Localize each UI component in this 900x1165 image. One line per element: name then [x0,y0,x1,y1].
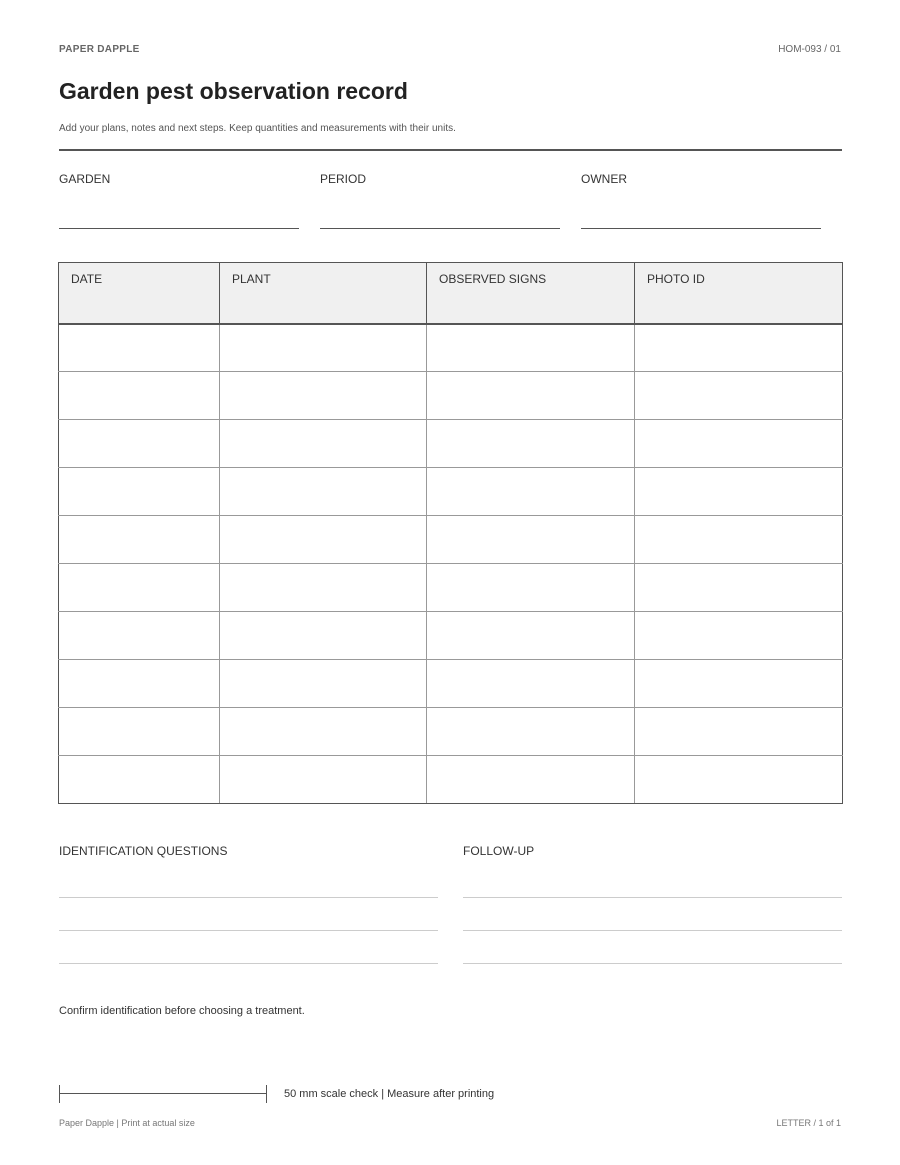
table-cell-date[interactable] [59,756,220,804]
table-header-row [59,263,843,324]
identification-questions-label: IDENTIFICATION QUESTIONS [59,844,228,858]
table-cell-photo-id[interactable] [635,516,843,564]
table-cell-date[interactable] [59,564,220,612]
table-cell-plant[interactable] [220,756,427,804]
scale-label: 50 mm scale check | Measure after printing [284,1088,495,1100]
table-cell-observed-signs[interactable] [427,468,635,516]
garden-write-line[interactable] [59,228,299,229]
question-line[interactable] [59,897,438,898]
scale-bar-start-tick [59,1085,60,1103]
table-cell-observed-signs[interactable] [427,420,635,468]
table-row [59,516,843,564]
table-cell-observed-signs[interactable] [427,756,635,804]
table-cell-photo-id[interactable] [635,660,843,708]
footer-right: LETTER / 1 of 1 [776,1118,841,1128]
follow-up-line[interactable] [463,930,842,931]
question-line[interactable] [59,930,438,931]
table-cell-plant[interactable] [220,420,427,468]
table-cell-plant[interactable] [220,516,427,564]
page-title: Garden pest observation record [59,78,408,104]
table-cell-observed-signs[interactable] [427,564,635,612]
table-row [59,612,843,660]
table-cell-plant[interactable] [220,660,427,708]
table-cell-date[interactable] [59,468,220,516]
table-body [59,324,843,804]
table-row [59,660,843,708]
follow-up-label: FOLLOW-UP [463,844,535,858]
footer-left: Paper Dapple | Print at actual size [59,1118,195,1128]
table-cell-photo-id[interactable] [635,564,843,612]
table-cell-plant[interactable] [220,468,427,516]
table-cell-photo-id[interactable] [635,324,843,372]
column-header-photo-id: PHOTO ID [635,263,843,324]
table-cell-date[interactable] [59,708,220,756]
table-cell-observed-signs[interactable] [427,708,635,756]
table-cell-date[interactable] [59,372,220,420]
question-line[interactable] [59,963,438,964]
table-row [59,372,843,420]
table-row [59,468,843,516]
table-cell-observed-signs[interactable] [427,372,635,420]
table-cell-date[interactable] [59,324,220,372]
document-id: HOM-093 / 01 [778,44,841,55]
table-cell-plant[interactable] [220,612,427,660]
table-cell-plant[interactable] [220,324,427,372]
observation-table [58,262,843,804]
table-cell-plant[interactable] [220,708,427,756]
identification-questions-section [59,844,438,858]
scale-bar [59,1085,267,1103]
period-label: PERIOD [320,172,367,186]
confirm-note: Confirm identification before choosing a treatment. [59,1005,305,1017]
table-cell-plant[interactable] [220,564,427,612]
header-divider [59,149,842,151]
page-subtitle: Add your plans, notes and next steps. Keep quantities and measurements with their units. [59,123,456,134]
table-cell-photo-id[interactable] [635,420,843,468]
follow-up-line[interactable] [463,963,842,964]
table-cell-photo-id[interactable] [635,708,843,756]
garden-label: GARDEN [59,172,111,186]
scale-bar-line [59,1093,267,1094]
table-cell-photo-id[interactable] [635,612,843,660]
table-cell-date[interactable] [59,612,220,660]
table-cell-plant[interactable] [220,372,427,420]
table-row [59,420,843,468]
owner-label: OWNER [581,172,627,186]
table-row [59,324,843,372]
table-cell-date[interactable] [59,660,220,708]
owner-write-line[interactable] [581,228,821,229]
period-write-line[interactable] [320,228,560,229]
follow-up-line[interactable] [463,897,842,898]
table-row [59,564,843,612]
table-cell-observed-signs[interactable] [427,516,635,564]
garden-field [59,172,299,186]
column-header-plant: PLANT [220,263,427,324]
period-field [320,172,560,186]
table-cell-photo-id[interactable] [635,756,843,804]
table-cell-observed-signs[interactable] [427,660,635,708]
table-cell-photo-id[interactable] [635,468,843,516]
table-cell-date[interactable] [59,516,220,564]
table-cell-date[interactable] [59,420,220,468]
table-row [59,708,843,756]
follow-up-section [463,844,842,858]
table-cell-observed-signs[interactable] [427,612,635,660]
scale-bar-end-tick [266,1085,267,1103]
table-row [59,756,843,804]
table-cell-observed-signs[interactable] [427,324,635,372]
brand-name: PAPER DAPPLE [59,44,140,55]
column-header-date: DATE [59,263,220,324]
owner-field [581,172,821,186]
table-cell-photo-id[interactable] [635,372,843,420]
column-header-observed-signs: OBSERVED SIGNS [427,263,635,324]
